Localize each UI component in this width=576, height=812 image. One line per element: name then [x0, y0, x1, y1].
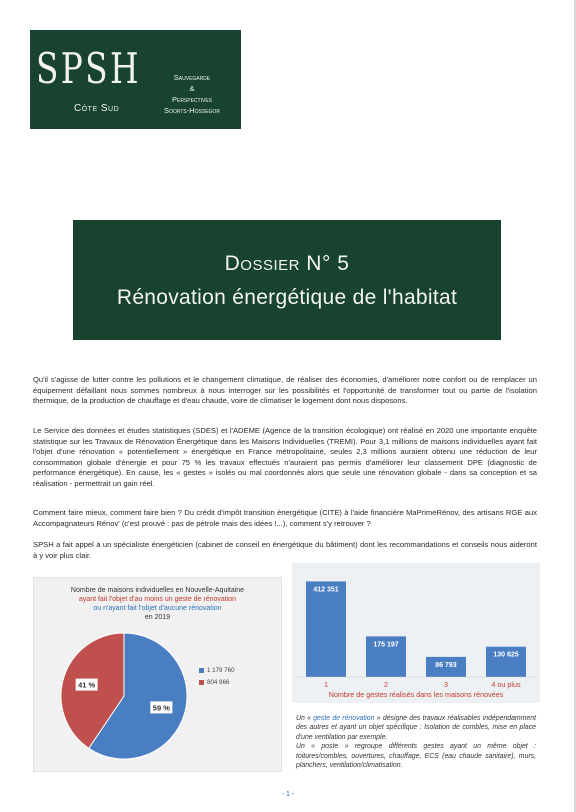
pie-legend-item [199, 679, 229, 686]
spsh-logo [30, 30, 241, 129]
pie-title-line: en 2019 [144, 614, 171, 621]
legend-swatch [199, 680, 204, 685]
definition-note [296, 714, 536, 770]
note-geste [296, 714, 536, 742]
bar-category-label: 1 [324, 680, 328, 689]
pie-slice-label: 41 % [78, 680, 96, 690]
pie-title-line: ayant fait l'objet d'au moins un geste de rénovation [78, 596, 237, 603]
bar-category-label: 3 [444, 680, 448, 689]
legend-label: 1 179 760 [207, 667, 235, 674]
question-paragraph: Comment faire mieux, comment faire bien ? Du crédit d'impôt transition énergétique (CITE) à l'aide financière MaPrimeRénov, des artisans RGE aux Accompagnateurs Rénov' (c'est prouvé : pas de pétrole mais des idées !...), comment s'y retrouver ? [33, 508, 537, 528]
logo-main-text: SPSH [36, 44, 141, 93]
logo-tagline-line: & [189, 84, 195, 93]
pie-chart-panel [33, 577, 282, 772]
geste-term-link[interactable]: geste de rénovation [313, 715, 375, 722]
bar-value-label: 175 197 [373, 641, 399, 649]
pie-legend-item [199, 667, 235, 674]
bar-category-label: 4 ou plus [491, 680, 521, 689]
title-banner [73, 220, 501, 340]
legend-swatch [199, 668, 204, 673]
bar-category-label: 2 [384, 680, 388, 689]
survey-paragraph: Le Service des données et études statistiques (SDES) et l'ADEME (Agence de la transition écologique) ont réalisé en 2020 une importante enquête statistique sur les Travaux de Rénovation Énergétique dans les Maisons Individuelles (TREMI). Pour 3,1 millions de maisons individuelles ayant fait l'objet d'une rénovation « potentiellement » énergétique en France métropolitaine, seules 2,3 millions auraient obtenu une réduction de leur consommation globale d'énergie et pour 75 % les travaux effectués n'auraient pas permis d'améliorer leur classement DPE (diagnostic de performance énergétique). En cause, les « gestes » isolés ou mal coordonnés alors que seule une rénovation globale - dans sa conception et sa réalisation - permettrait un gain réel. [33, 426, 537, 488]
dossier-subtitle: Rénovation énergétique de l'habitat [116, 286, 458, 309]
intro-paragraph: Qu'il s'agisse de lutter contre les pollutions et le changement climatique, de réaliser des économies, d'améliorer notre confort ou de remplacer un équipement défaillant nous sommes nombreux à nous interroger sur les possibilités et l'opportunité de transformer tout ou partie de l'isolation thermique, de la production de chauffage et d'eau chaude, voire de climatiser le logement dont nous disposons. [33, 375, 537, 406]
bar-chart-xlabel: Nombre de gestes réalisés dans les maisons rénovées [328, 690, 504, 699]
pie-chart [54, 626, 194, 766]
bar-value-label: 86 793 [435, 661, 457, 669]
spsh-paragraph: SPSH a fait appel à un spécialiste énergéticien (cabinet de conseil en énergétique du bâtiment) dont les recommandations et conseils nous aideront à y voir plus clair. [33, 540, 537, 560]
logo-tagline-line: Perspectives [171, 95, 212, 104]
dossier-title: Dossier N° 5 [224, 252, 350, 275]
pie-title-line: Nombre de maisons individuelles en Nouvelle-Aquitaine [70, 587, 245, 594]
bar-chart [292, 563, 540, 703]
logo-tagline [143, 72, 241, 116]
note-poste: Un « poste » regroupe différents gestes ayant un même objet : toitures/combles, ouvertures, chauffage, ECS (eau chaude sanitaire), murs, planchers, ventilation/climatisation. [296, 743, 536, 770]
pie-slice-label: 59 % [152, 703, 170, 713]
note-text: » désigne des travaux réalisables indépendamment des autres et ayant un objet spécifique : Isolation de combles, mise en place d'une ventilation par exemple. [296, 715, 536, 741]
logo-sub-text: Côte Sud [74, 103, 120, 114]
bar-value-label: 130 625 [493, 651, 519, 659]
page-number: - 1 - [281, 791, 295, 798]
bar-value-label: 412 351 [313, 586, 339, 594]
logo-tagline-line: Sauvegarde [173, 73, 211, 82]
note-text: Un « [296, 715, 314, 722]
legend-label: 804 966 [207, 679, 230, 686]
bar [306, 581, 346, 677]
pie-title-line: ou n'ayant fait l'objet d'aucune rénovation [93, 605, 222, 612]
logo-tagline-line: Soorts-Hossegor [164, 106, 220, 115]
